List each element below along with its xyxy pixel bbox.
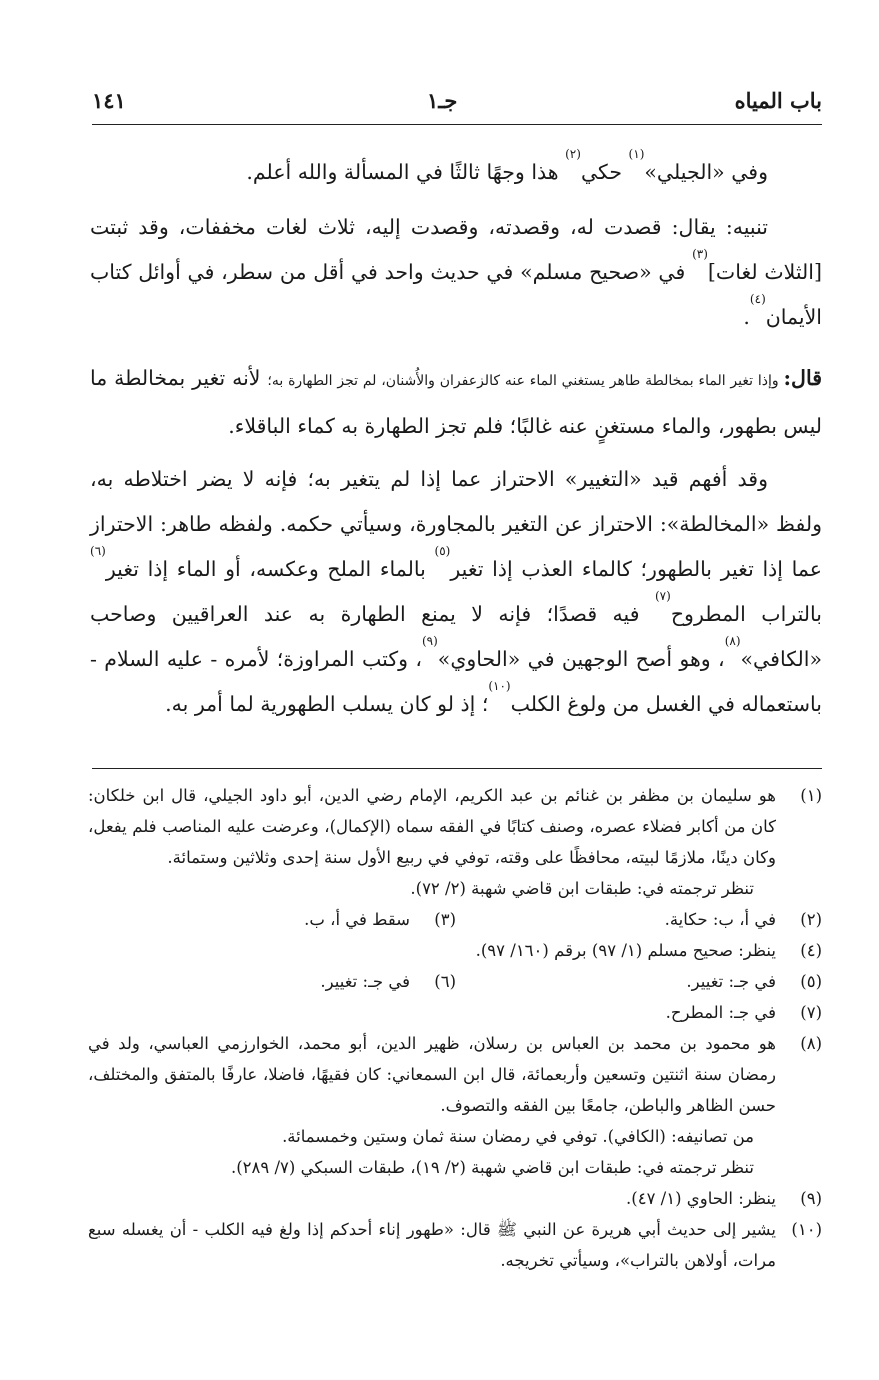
footnote-7 — [88, 997, 822, 1028]
text-run: ، وهو أصح الوجهين في «الحاوي» — [437, 647, 725, 671]
main-text — [90, 147, 822, 735]
running-header — [92, 88, 822, 122]
footnote-text: هو محمود بن محمد بن العباس بن رسلان، ظهير الدين، أبو محمد، الخوارزمي العباسي، ولد في رمضان سنة اثنتين وتسعين وأربعمائة، قال ابن السمعاني: كان فقيهًا، فاضلا، عارفًا بالمتفق والمختلف، حسن الظاهر والباطن، جامعًا بين الفقه والتصوف. — [88, 1034, 776, 1115]
footnote-number: (٥) — [800, 972, 822, 991]
text-run: ؛ إذ لو كان يسلب الطهورية لما أمر به. — [165, 692, 489, 716]
footnote-number: (٩) — [800, 1189, 822, 1208]
footnote-subtext: تنظر ترجمته في: طبقات ابن قاضي شهبة (٢/ ١٩)، طبقات السبكي (٧/ ٢٨٩). — [230, 1158, 754, 1177]
footnote-4 — [88, 935, 822, 966]
footnote-subtext: تنظر ترجمته في: طبقات ابن قاضي شهبة (٢/ ٧٢). — [410, 879, 754, 898]
footnote-text: ينظر: صحيح مسلم (١/ ٩٧) برقم (١٦٠/ ٩٧). — [475, 941, 776, 960]
footnote-ref[interactable]: (٤) — [749, 292, 766, 306]
footnote-ref[interactable]: (١) — [628, 147, 645, 161]
footnote-ref[interactable]: (٢) — [565, 147, 581, 161]
text-run: وقد أفهم قيد «التغيير» الاحتراز عما إذا لم يتغير به؛ فإنه لا يضر اختلاطه به، ولفظ «المخالطة»: الاحتراز عن التغير بالمجاورة، وسيأتي حكمه. ولفظه طاهر: الاحتراز عما إذا تغير بالطهور؛ كالماء العذب إذا تغير — [90, 467, 822, 581]
text-run: وفي «الجيلي» — [644, 160, 768, 184]
footnote-ref[interactable]: (٩) — [421, 634, 438, 648]
footnote-ref[interactable]: (٥) — [434, 544, 451, 558]
matn-lead: قال: — [783, 366, 822, 390]
footnote-1 — [88, 780, 822, 904]
text-run: . — [743, 305, 750, 329]
footnote-text: في جـ: المطرح. — [665, 1003, 776, 1022]
footnote-text: هو سليمان بن مظفر بن غنائم بن عبد الكريم، الإمام رضي الدين، أبو داود الجيلي، قال ابن خلكان: كان من أكابر فضلاء عصره، وصنف كتابًا في الفقه سماه (الإكمال)، وعرضت عليه المناصب فلم يفعل، وكان دينًا، ملازمًا لبيته، محافظًا على وقته، توفي في ربيع الأول سنة إحدى وثلاثين وستمائة. — [88, 786, 776, 867]
footnote-number: (٣) — [434, 910, 456, 929]
footnote-row-2-3 — [88, 904, 822, 935]
footnote-number: (١٠) — [791, 1220, 822, 1239]
footnote-ref[interactable]: (٦) — [90, 544, 106, 558]
text-run: تنبيه: يقال: قصدت له، وقصدته، وقصدت إليه، ثلاث لغات مخففات، وقد ثبتت [الثلاث لغات] — [90, 215, 822, 284]
footnote-number: (٧) — [800, 1003, 822, 1022]
text-run: هذا وجهًا ثالثًا في المسألة والله أعلم. — [246, 160, 566, 184]
text-run: بالماء الملح وعكسه، أو الماء إذا تغير — [105, 557, 435, 581]
footnote-text: ينظر: الحاوي (١/ ٤٧). — [626, 1189, 776, 1208]
matn-text: وإذا تغير الماء بمخالطة طاهر يستغني الماء عنه كالزعفران والأُشنان، لم تجز الطهارة به؛ — [267, 373, 784, 389]
volume-label: جـ١ — [427, 88, 458, 113]
footnote-ref[interactable]: (٣) — [692, 247, 708, 261]
footnote-number: (٨) — [800, 1034, 822, 1053]
footnote-divider — [92, 768, 822, 769]
footnote-number: (٦) — [434, 972, 456, 991]
footnote-8 — [88, 1028, 822, 1183]
text-run: لأنه تغير بمخالطة ما ليس بطهور، والماء مستغنٍ عنه غالبًا؛ فلم تجز الطهارة به كماء الباقلاء. — [90, 366, 822, 438]
text-run: بالتراب المطروح — [670, 602, 822, 626]
footnote-ref[interactable]: (١٠) — [488, 679, 511, 693]
paragraph-1 — [90, 147, 822, 195]
header-divider — [92, 124, 822, 125]
paragraph-4 — [90, 457, 822, 727]
footnote-ref[interactable]: (٧) — [654, 589, 671, 603]
chapter-title: باب المياه — [734, 88, 822, 113]
text-run: في «صحيح مسلم» في حديث واحد في أقل من سطر، في أوائل كتاب الأيمان — [90, 260, 822, 329]
page-number: ١٤١ — [92, 88, 126, 113]
footnote-text: في جـ: تغيير. — [320, 972, 410, 991]
footnote-ref[interactable]: (٨) — [724, 634, 741, 648]
footnote-number: (١) — [800, 786, 822, 805]
paragraph-3 — [90, 356, 822, 449]
text-run: حكي — [580, 160, 629, 184]
text-run: ، وكتب المراوزة؛ لأمره - عليه السلام - باستعماله في الغسل من ولوغ الكلب — [90, 647, 822, 716]
footnote-text: في جـ: تغيير. — [686, 972, 776, 991]
footnote-row-5-6 — [88, 966, 822, 997]
footnote-9 — [88, 1183, 822, 1214]
footnote-number: (٢) — [800, 910, 822, 929]
footnote-10 — [88, 1214, 822, 1276]
footnote-text: يشير إلى حديث أبي هريرة عن النبي ﷺ قال: «طهور إناء أحدكم إذا ولغ فيه الكلب - أن يغسله سبع مرات، أولاهن بالتراب»، وسيأتي تخريجه. — [88, 1220, 776, 1270]
footnote-text: سقط في أ، ب. — [304, 910, 410, 929]
footnotes — [88, 780, 822, 1276]
text-run: فيه قصدًا؛ فإنه لا يمنع الطهارة به عند العراقيين وصاحب «الكافي» — [90, 602, 822, 671]
footnote-text: في أ، ب: حكاية. — [664, 910, 776, 929]
paragraph-2 — [90, 205, 822, 340]
footnote-number: (٤) — [800, 941, 822, 960]
footnote-subtext: من تصانيفه: (الكافي). توفي في رمضان سنة ثمان وستين وخمسمائة. — [282, 1127, 754, 1146]
